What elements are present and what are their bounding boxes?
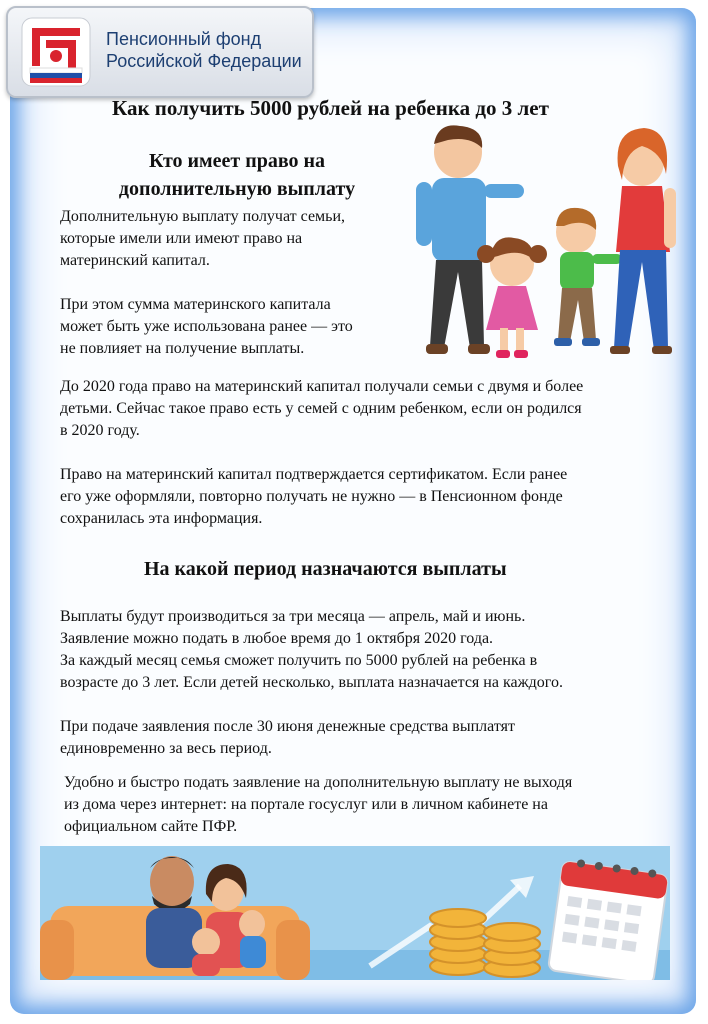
page-title: Как получить 5000 рублей на ребенка до 3 лет bbox=[112, 96, 549, 120]
pfr-emblem-icon bbox=[20, 16, 92, 88]
section2-para1: Выплаты будут производиться за три месяца — апрель, май и июнь. Заявление можно подать в любое время до 1 октября 2020 года. За каждый месяц семья сможет получить по 5000 рублей на ребенка в возрасте до 3 лет. Если детей несколько, выплата назначается на каждого. bbox=[60, 608, 563, 691]
section1-heading-line1: Кто имеет право на bbox=[148, 150, 326, 172]
section2-para2: При подаче заявления после 30 июня денежные средства выплатят единовременно за весь период. bbox=[60, 718, 515, 757]
section1-para1: Дополнительную выплату получат семьи, которые имели или имеют право на материнский капитал. bbox=[60, 208, 346, 269]
pfr-logo bbox=[6, 6, 314, 98]
section2-para3: Удобно и быстро подать заявление на дополнительную выплату не выходя из дома через интернет: на портале госуслуг или в личном кабинете на официальном сайте ПФР. bbox=[64, 774, 573, 835]
bottom-banner-illustration bbox=[40, 846, 670, 980]
section1-para4: Право на материнский капитал подтверждается сертификатом. Если ранее его уже оформляли, повторно получать не нужно — в Пенсионном фонде сохранилась эта информация. bbox=[60, 466, 568, 527]
logo-line1: Пенсионный фонд bbox=[106, 29, 262, 49]
section1-heading-line2: дополнительную выплату bbox=[118, 178, 356, 200]
section1-para3: До 2020 года право на материнский капитал получали семьи с двумя и более детьми. Сейчас такое право есть у семей с одним ребенком, если он родился в 2020 году. bbox=[60, 378, 584, 439]
section2-heading: На какой период назначаются выплаты bbox=[144, 558, 507, 580]
logo-line2: Российской Федерации bbox=[106, 51, 302, 71]
family-illustration bbox=[408, 122, 680, 370]
section1-para2: При этом сумма материнского капитала может быть уже использована ранее — это не повлияет на получение выплаты. bbox=[60, 296, 353, 357]
